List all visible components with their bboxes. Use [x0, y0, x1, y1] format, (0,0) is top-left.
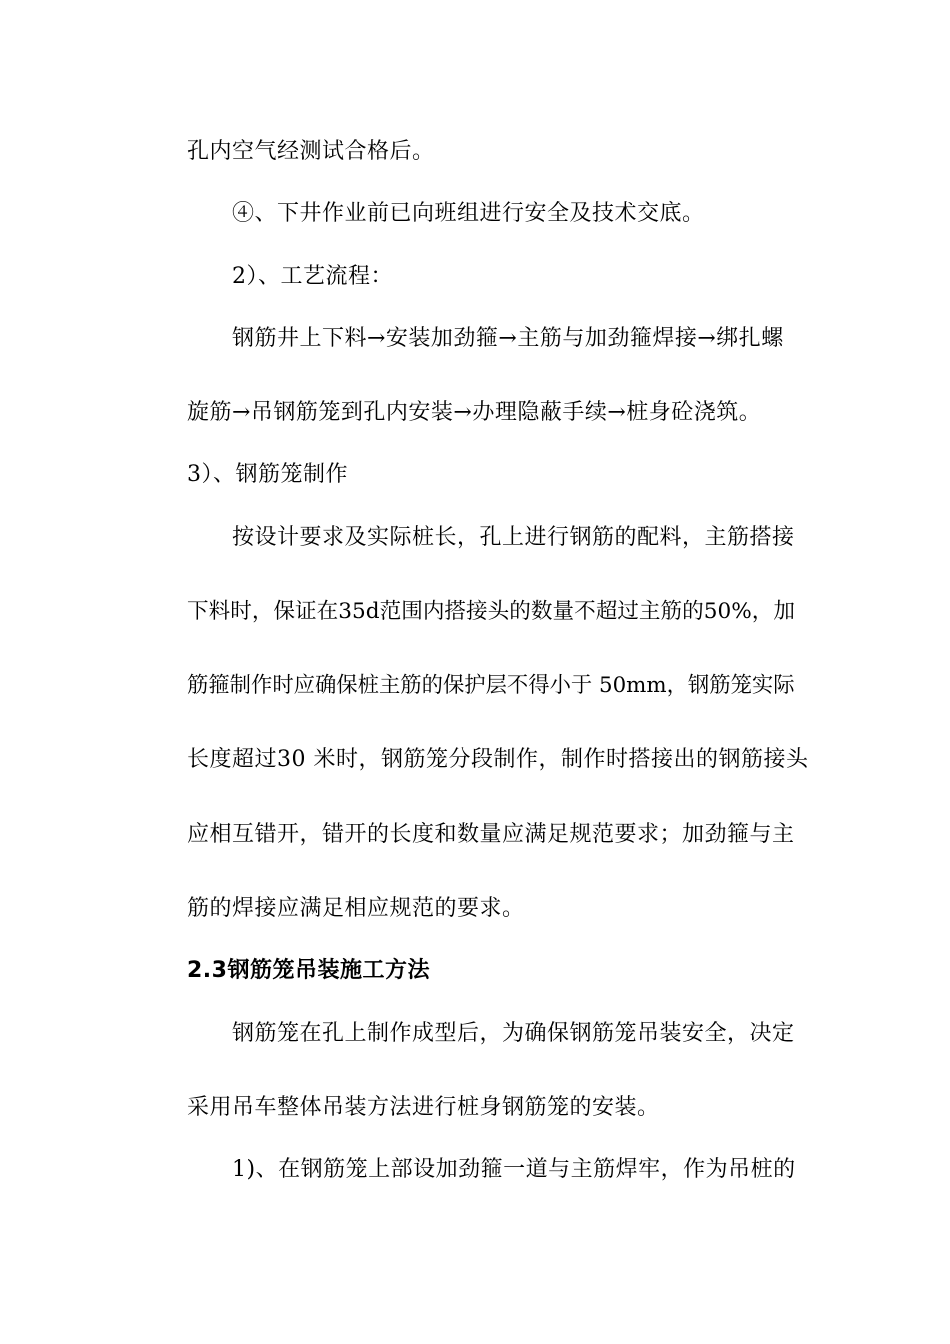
paragraph-line-12: 筋的焊接应满足相应规范的要求。 — [187, 896, 525, 921]
section-label-process: 2）、工艺流程： — [232, 264, 393, 289]
paragraph-line-11: 应相互错开，错开的长度和数量应满足规范要求；加劲箍与主 — [187, 822, 795, 847]
paragraph-line-14: 钢筋笼在孔上制作成型后，为确保钢筋笼吊装安全，决定 — [232, 1021, 795, 1046]
paragraph-line-2: ④、下井作业前已向班组进行安全及技术交底。 — [232, 201, 705, 226]
section-heading-2-3: 2.3钢筋笼吊装施工方法 — [187, 958, 430, 983]
section-label-cage-making: 3）、钢筋笼制作 — [187, 462, 348, 487]
paragraph-line-5: 旋筋→吊钢筋笼到孔内安装→办理隐蔽手续→桩身砼浇筑。 — [187, 400, 762, 425]
paragraph-line-1: 孔内空气经测试合格后。 — [187, 139, 435, 164]
paragraph-line-15: 采用吊车整体吊装方法进行桩身钢筋笼的安装。 — [187, 1095, 660, 1120]
paragraph-line-9: 筋箍制作时应确保桩主筋的保护层不得小于 50mm，钢筋笼实际 — [187, 673, 795, 698]
paragraph-line-4: 钢筋井上下料→安装加劲箍→主筋与加劲箍焊接→绑扎螺 — [232, 326, 784, 351]
paragraph-line-16: 1)、在钢筋笼上部设加劲箍一道与主筋焊牢，作为吊桩的 — [232, 1157, 796, 1182]
paragraph-line-8: 下料时，保证在35d范围内搭接头的数量不超过主筋的50%，加 — [187, 599, 795, 624]
paragraph-line-7: 按设计要求及实际桩长，孔上进行钢筋的配料，主筋搭接 — [232, 525, 795, 550]
paragraph-line-10: 长度超过30 米时，钢筋笼分段制作，制作时搭接出的钢筋接头 — [187, 747, 809, 772]
